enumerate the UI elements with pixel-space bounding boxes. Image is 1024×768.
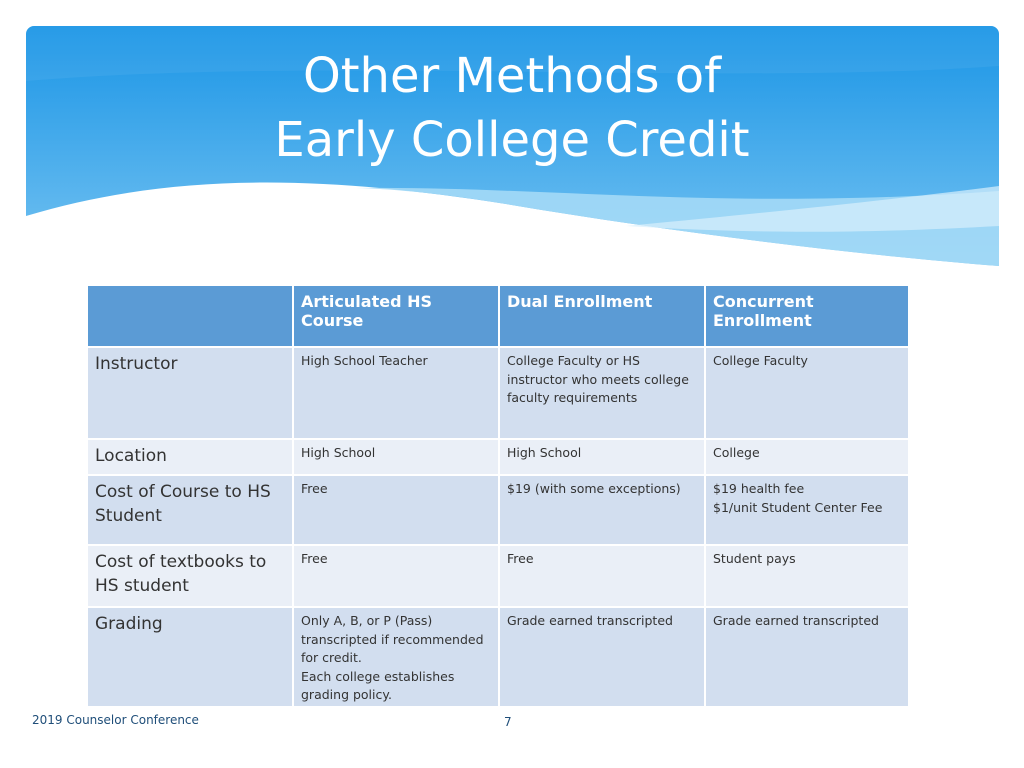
footer-conference-name: 2019 Counselor Conference xyxy=(32,713,199,727)
row-label-course-cost: Cost of Course to HS Student xyxy=(87,475,293,545)
header-cell-dual: Dual Enrollment xyxy=(499,285,705,347)
cell-textbook-cost-articulated: Free xyxy=(293,545,499,607)
table-row xyxy=(87,439,909,475)
row-label-instructor: Instructor xyxy=(87,347,293,439)
table-row xyxy=(87,607,909,707)
cell-instructor-articulated: High School Teacher xyxy=(293,347,499,439)
cell-grading-concurrent: Grade earned transcripted xyxy=(705,607,909,707)
row-label-grading: Grading xyxy=(87,607,293,707)
table-header-row xyxy=(87,285,909,347)
header-cell-empty xyxy=(87,285,293,347)
cell-textbook-cost-concurrent: Student pays xyxy=(705,545,909,607)
comparison-table xyxy=(86,284,910,708)
title-line-1: Other Methods of xyxy=(302,48,722,104)
table-row xyxy=(87,347,909,439)
header-cell-articulated: Articulated HS Course xyxy=(293,285,499,347)
cell-course-cost-dual: $19 (with some exceptions) xyxy=(499,475,705,545)
page-title xyxy=(0,44,1024,172)
row-label-location: Location xyxy=(87,439,293,475)
cell-location-articulated: High School xyxy=(293,439,499,475)
cell-location-concurrent: College xyxy=(705,439,909,475)
grading-policy-line-1: Only A, B, or P (Pass) transcripted if recommended for credit. xyxy=(301,613,484,665)
cell-grading-articulated xyxy=(293,607,499,707)
header-cell-concurrent: Concurrent Enrollment xyxy=(705,285,909,347)
concurrent-student-center-fee: $1/unit Student Center Fee xyxy=(713,499,883,515)
page-number: 7 xyxy=(504,715,512,729)
cell-course-cost-concurrent xyxy=(705,475,909,545)
grading-policy-line-2: Each college establishes grading policy. xyxy=(301,668,455,702)
cell-course-cost-articulated: Free xyxy=(293,475,499,545)
cell-instructor-concurrent: College Faculty xyxy=(705,347,909,439)
cell-grading-dual: Grade earned transcripted xyxy=(499,607,705,707)
title-line-2: Early College Credit xyxy=(274,112,750,168)
cell-location-dual: High School xyxy=(499,439,705,475)
concurrent-health-fee: $19 health fee xyxy=(713,481,805,496)
row-label-textbook-cost: Cost of textbooks to HS student xyxy=(87,545,293,607)
table-row xyxy=(87,545,909,607)
table-row xyxy=(87,475,909,545)
cell-textbook-cost-dual: Free xyxy=(499,545,705,607)
cell-instructor-dual: College Faculty or HS instructor who meets college faculty requirements xyxy=(499,347,705,439)
